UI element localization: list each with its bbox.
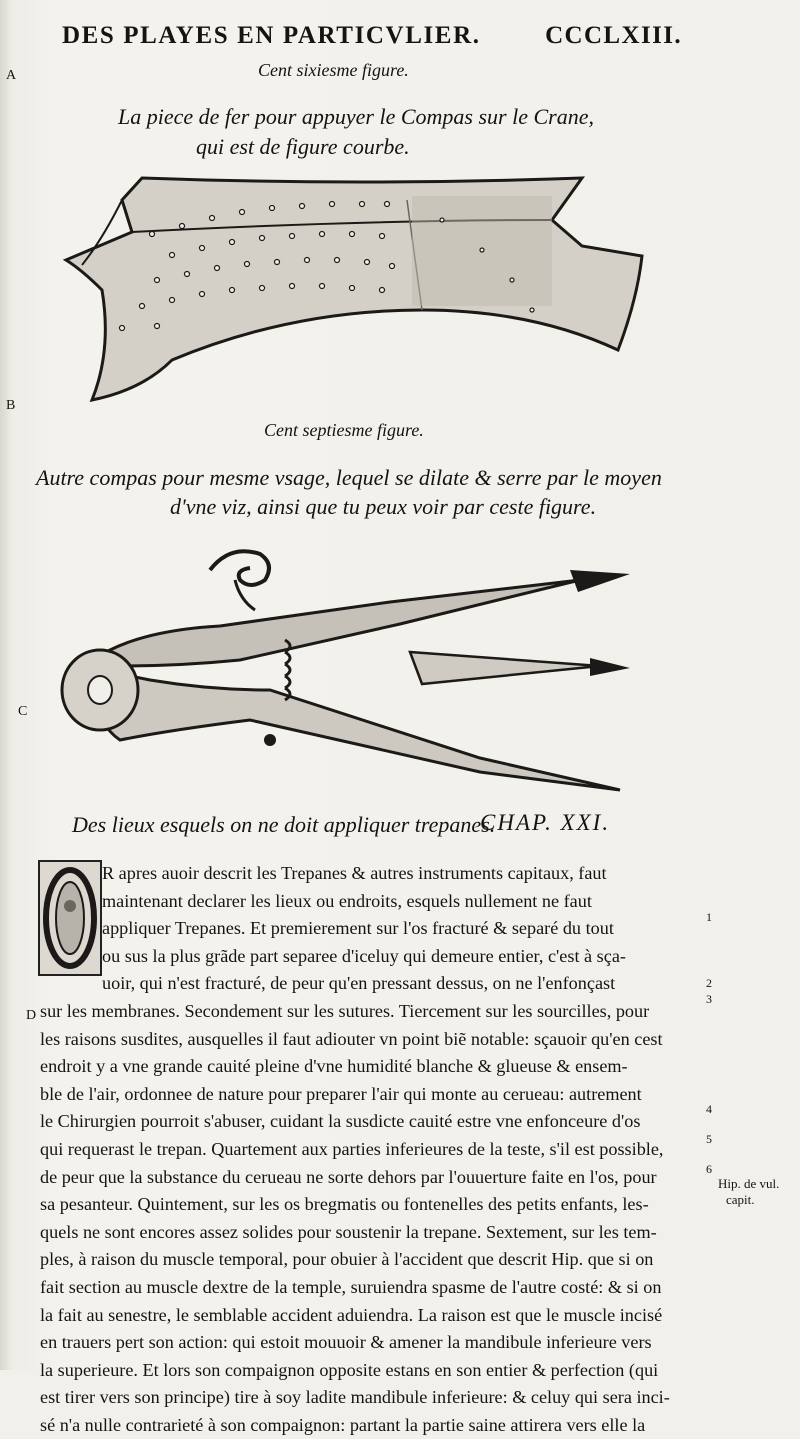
- margin-marker-b: B: [6, 398, 16, 413]
- body-line: uoir, qui n'est fracturé, de peur qu'en pressant dessus, on ne l'enfonçast: [102, 973, 616, 994]
- chapter-body-text: [40, 860, 716, 1439]
- margin-number-1: 1: [706, 910, 712, 924]
- body-line: la fait au senestre, le semblable accident aduiendra. La raison est que le muscle incisé: [40, 1304, 663, 1325]
- margin-number-6: 6: [706, 1162, 712, 1176]
- margin-marker-c: C: [18, 704, 28, 719]
- margin-note-hip-2: capit.: [726, 1192, 755, 1207]
- body-line: les raisons susdites, ausquelles il faut adiouter vn point biẽ notable: sçauoir qu'en cest: [40, 1028, 663, 1049]
- body-line: sur les membranes. Secondement sur les sutures. Tiercement sur les sourcilles, pour: [40, 1000, 650, 1021]
- margin-note-hip-1: Hip. de vul.: [718, 1176, 780, 1191]
- margin-number-5: 5: [706, 1132, 712, 1146]
- figure2-title-line2: d'vne viz, ainsi que tu peux voir par ceste figure.: [170, 494, 597, 519]
- body-line: endroit y a vne grande cauité pleine d'vne humidité blanche & glueuse & ensem-: [40, 1056, 628, 1077]
- body-line: ou sus la plus grãde part separee d'iceluy qui demeure entier, c'est à sça-: [102, 945, 626, 966]
- margin-number-4: 4: [706, 1102, 712, 1116]
- figure2-title-line1: Autre compas pour mesme vsage, lequel se dilate & serre par le moyen: [36, 465, 662, 490]
- margin-marker-d: D: [26, 1008, 37, 1023]
- folio-number: CCCLXIII.: [545, 22, 682, 49]
- curved-iron-plate-illustration: [62, 160, 652, 400]
- body-line: le Chirurgien pourroit s'abuser, cuidant la susdicte cauité estre vne enfonceure d'os: [40, 1111, 641, 1132]
- margin-number-3: 3: [706, 992, 712, 1006]
- figure1-title-line1: La piece de fer pour appuyer le Compas sur le Crane,: [118, 104, 594, 129]
- margin-number-2: 2: [706, 976, 712, 990]
- body-line: en trauers pert son action: qui estoit mouuoir & amener la mandibule inferieure vers: [40, 1332, 652, 1353]
- body-line: R apres auoir descrit les Trepanes & autres instruments capitaux, faut: [102, 863, 607, 883]
- body-line: la superieure. Et lors son compaignon opposite estans en son entier & perfection (qui: [40, 1359, 659, 1380]
- running-title: DES PLAYES EN PARTICVLIER.: [62, 22, 481, 49]
- figure2-caption: Cent septiesme figure.: [264, 420, 424, 440]
- body-line: de peur que la substance du cerueau ne sorte dehors par l'ouuerture faite en l'os, pour: [40, 1166, 657, 1187]
- body-line: ples, à raison du muscle temporal, pour obuier à l'accident que descrit Hip. que si on: [40, 1249, 654, 1270]
- body-line: est tirer vers son principe) tire à soy ladite mandibule inferieure: & celuy qui sera inci-: [40, 1387, 670, 1408]
- body-line: sé n'a nulle contrarieté à son compaignon: partant la partie saine attirera vers elle la: [40, 1414, 646, 1435]
- body-line: maintenant declarer les lieux ou endroits, esquels nullement ne faut: [102, 890, 592, 911]
- body-line: ble de l'air, ordonnee de nature pour preparer l'air qui monte au cerueau: autrement: [40, 1083, 642, 1104]
- screw-compass-illustration: [60, 540, 640, 800]
- figure1-caption: Cent sixiesme figure.: [258, 60, 409, 80]
- margin-marker-a: A: [6, 68, 17, 83]
- body-line: sa pesanteur. Quintement, sur les os bregmatis ou fontenelles des petits enfants, les-: [40, 1194, 649, 1215]
- body-line: qui requerast le trepan. Quartement aux parties inferieures de la teste, s'il est possible,: [40, 1138, 664, 1159]
- chapter-title: Des lieux esquels on ne doit appliquer trepanes.: [72, 812, 496, 837]
- body-line: appliquer Trepanes. Et premierement sur l'os fracturé & separé du tout: [102, 918, 614, 939]
- body-line: quels ne sont encores assez solides pour soustenir la trepane. Sextement, sur les tem-: [40, 1221, 657, 1242]
- chapter-number: CHAP. XXI.: [480, 810, 611, 835]
- body-line: fait section au muscle dextre de la temple, suruiendra spasme de l'autre costé: & si on: [40, 1276, 662, 1297]
- figure1-title-line2: qui est de figure courbe.: [196, 134, 410, 159]
- running-header: [62, 22, 682, 56]
